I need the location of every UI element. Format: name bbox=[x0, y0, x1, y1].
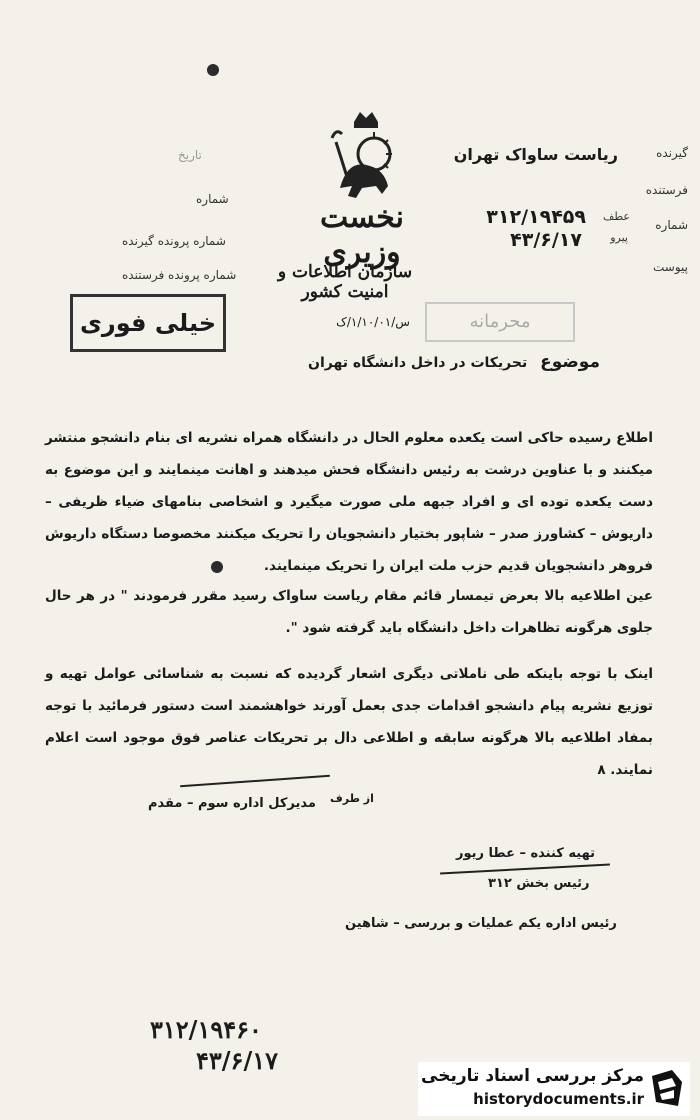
urgent-stamp-text: خیلی فوری bbox=[79, 309, 217, 337]
organization-title: سازمان اطلاعات و امنیت کشور bbox=[277, 262, 413, 302]
footer-number: ۳۱۲/۱۹۴۶۰ bbox=[150, 1015, 262, 1044]
body-paragraph-1: اطلاع رسیده حاکی است یکعده معلوم الحال در دانشگاه همراه نشریه ای بنام دانشجو منتشر میکنند و با عناوین درشت به رئیس دانشگاه فحش میدهند و اهانت مینمایند و این موضوع به دست یکعده توده ای و افراد جبهه ملی صورت میگیرد و اشخاصی بنامهای ضیاء ظریفی – داریوش – کشاورز صدر – شاپور بختیار دانشجویان را تحریک میکنند مخصوصا دستگاه داریوش فروهر دانشجویان قدیم حزب ملت ایران را تحریک مینمایند. bbox=[45, 430, 653, 574]
document-code: س/۱/۱۰/۰۱/ک bbox=[336, 315, 410, 329]
recipient-file-label: شماره پرونده گیرنده bbox=[122, 234, 226, 248]
date-label: تاریخ bbox=[178, 148, 202, 162]
number2-label: شماره bbox=[196, 192, 229, 206]
sender-label: فرستنده bbox=[645, 183, 688, 197]
footer-org-name: مرکز بررسی اسناد تاریخی bbox=[421, 1066, 644, 1086]
footer-date: ۴۳/۶/۱۷ bbox=[196, 1046, 278, 1075]
number-value: ۳۱۲/۱۹۴۵۹ bbox=[486, 206, 586, 228]
footer-website: historydocuments.ir bbox=[473, 1090, 644, 1108]
attachment-label: پیوست bbox=[653, 260, 688, 274]
subject-text: تحریکات در داخل دانشگاه تهران bbox=[308, 355, 528, 371]
subject-label: موضوع bbox=[540, 352, 600, 372]
punch-hole-top bbox=[207, 64, 219, 76]
recipient-value: ریاست ساواک تهران bbox=[453, 145, 618, 164]
footer-watermark bbox=[418, 1062, 690, 1116]
signature-dept-head: رئیس اداره یکم عملیات و بررسی – شاهین bbox=[345, 916, 617, 931]
signature-preparer: تهیه کننده – عطا ریور bbox=[456, 846, 596, 861]
signature-director: مدیرکل اداره سوم – مقدم bbox=[148, 796, 316, 811]
subject-line bbox=[240, 352, 600, 372]
archive-logo-icon bbox=[648, 1068, 686, 1110]
lion-and-sun-emblem bbox=[318, 108, 414, 208]
signature-prefix: از طرف bbox=[330, 792, 374, 805]
followup-label: پیرو bbox=[610, 231, 628, 244]
number-date: ۴۳/۶/۱۷ bbox=[510, 229, 582, 251]
number-prefix-label: عطف bbox=[603, 210, 630, 223]
faded-stamp: محرمانه bbox=[425, 302, 575, 342]
number-label: شماره bbox=[655, 218, 688, 232]
body-paragraph-3: اینک با توجه باینکه طی ناملاتی دیگری اشعار گردیده که نسبت به شناسائی عوامل تهیه و توزیع نشریه پیام دانشجو اقدامات جدی بعمل آورند خواهشمند است دستور فرمائید با توجه بمفاد اطلاعیه بالا هرگونه سابقه و اطلاعی دال بر تحریکات عناصر فوق موجود است اعلام نمایند. ۸ bbox=[45, 666, 653, 778]
sender-file-label: شماره پرونده فرستنده bbox=[122, 268, 237, 282]
signature-section-head: رئیس بخش ۳۱۲ bbox=[488, 876, 590, 891]
body-paragraph-2: عین اطلاعیه بالا بعرض تیمسار قائم مقام ریاست ساواک رسید مقرر فرمودند " در هر حال جلوی هرگونه تظاهرات داخل دانشگاه باید گرفته شود ". bbox=[45, 588, 653, 636]
ministry-title: نخست وزیری bbox=[320, 200, 404, 270]
signature-scrawl-2 bbox=[440, 864, 610, 875]
urgent-stamp bbox=[70, 294, 226, 352]
recipient-label: گیرنده bbox=[656, 146, 688, 160]
